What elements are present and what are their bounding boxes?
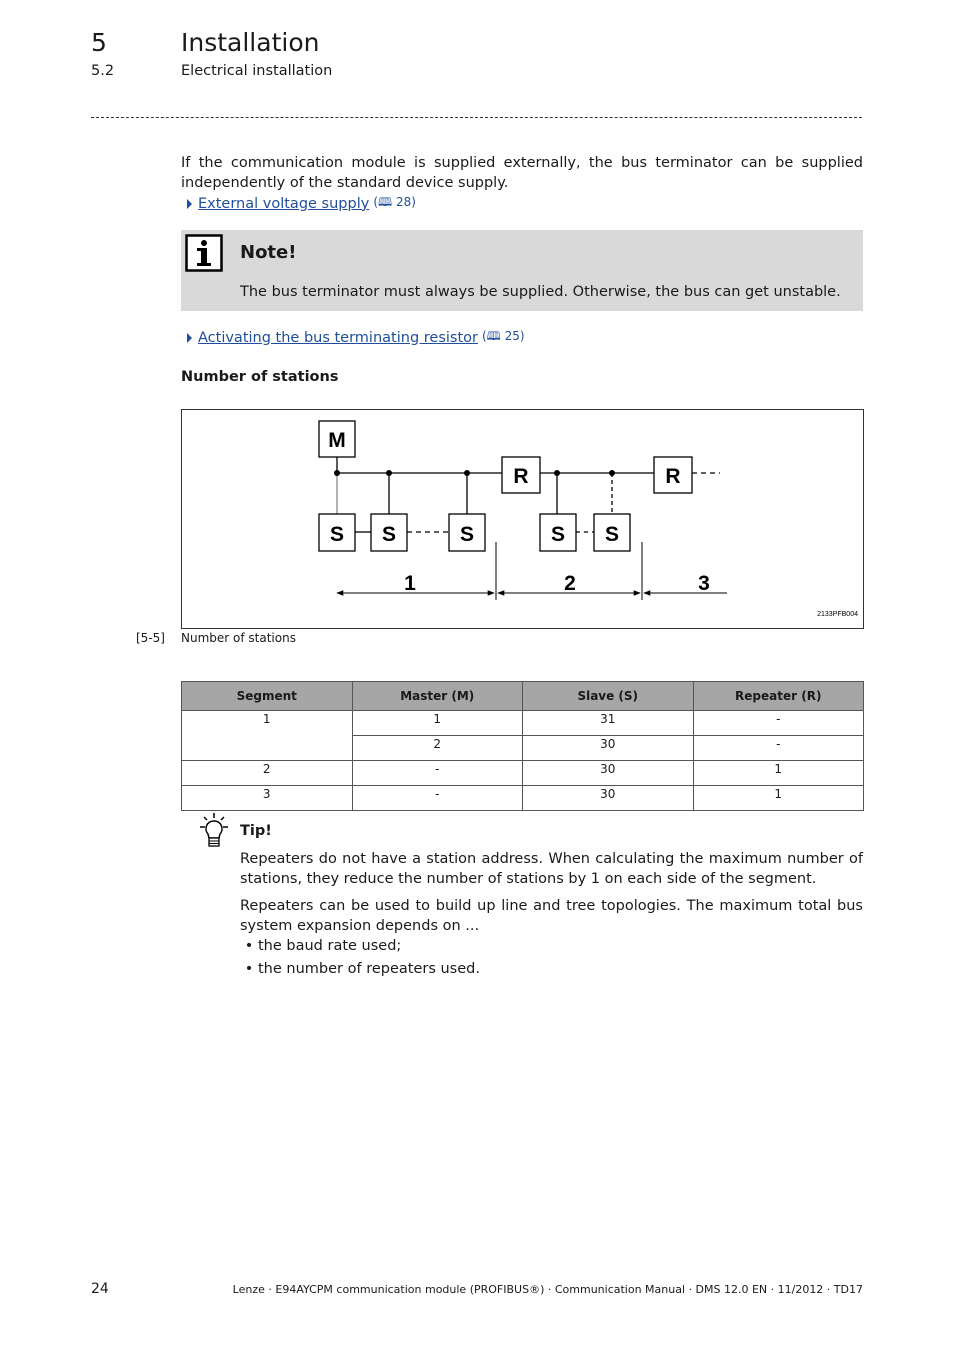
tip-title: Tip! — [240, 823, 272, 839]
segment-3-label: 3 — [698, 572, 710, 595]
list-item-text: the number of repeaters used. — [258, 961, 480, 977]
stations-table — [181, 681, 864, 811]
table-header-row — [182, 682, 864, 711]
slave-label: S — [329, 523, 345, 546]
slave-label: S — [604, 523, 620, 546]
chapter-number: 5 — [91, 28, 107, 57]
stations-figure — [181, 409, 864, 629]
stations-heading: Number of stations — [181, 369, 339, 385]
figure-caption-text: Number of stations — [181, 631, 296, 645]
footer-text: Lenze · E94AYCPM communication module (PROFIBUS®) · Communication Manual · DMS 12.0 EN · 11/2012 · TD17 — [232, 1283, 863, 1296]
list-item — [240, 961, 480, 977]
table-row — [182, 786, 864, 811]
column-header: Master (M) — [352, 682, 523, 711]
slave-label: S — [459, 523, 475, 546]
table-cell: 30 — [523, 761, 694, 786]
info-icon — [185, 234, 223, 272]
terminating-resistor-link-row — [187, 327, 525, 348]
bullet-icon: • — [244, 938, 254, 954]
table-cell: - — [352, 761, 523, 786]
column-header: Slave (S) — [523, 682, 694, 711]
segment-2-label: 2 — [564, 572, 576, 595]
figure-caption-number: [5-5] — [136, 631, 165, 645]
section-title: Electrical installation — [181, 63, 333, 79]
table-cell — [182, 736, 353, 761]
intro-paragraph: If the communication module is supplied externally, the bus terminator can be supplied independently of the standard device supply. — [181, 155, 863, 191]
tip-paragraph: Repeaters can be used to build up line and tree topologies. The maximum total bus system expansion depends on ... — [240, 898, 863, 934]
table-row — [182, 736, 864, 761]
stations-diagram — [182, 410, 863, 628]
page-number: 24 — [91, 1281, 109, 1297]
segment-1-label: 1 — [404, 572, 416, 595]
section-number: 5.2 — [91, 63, 115, 79]
list-item-text: the baud rate used; — [258, 938, 402, 954]
slave-label: S — [550, 523, 566, 546]
repeater-label: R — [513, 465, 529, 488]
master-label: M — [328, 429, 346, 452]
list-item — [240, 938, 401, 954]
table-cell: - — [352, 786, 523, 811]
chapter-title: Installation — [181, 28, 320, 57]
header-divider — [91, 117, 862, 118]
table-cell: - — [693, 736, 864, 761]
table-row — [182, 711, 864, 736]
figure-code: 2133PFB004 — [817, 611, 858, 618]
table-cell: 2 — [352, 736, 523, 761]
page-ref[interactable]: (🕮 25) — [481, 329, 525, 343]
terminating-resistor-link[interactable]: Activating the bus terminating resistor — [198, 329, 478, 346]
table-cell: 1 — [693, 761, 864, 786]
repeater-label: R — [665, 465, 681, 488]
table-cell: 31 — [523, 711, 694, 736]
table-cell: 2 — [182, 761, 353, 786]
table-cell: 3 — [182, 786, 353, 811]
column-header: Segment — [182, 682, 353, 711]
note-box — [181, 230, 863, 311]
table-cell: - — [693, 711, 864, 736]
link-arrow-icon — [187, 199, 192, 209]
external-voltage-link-row — [187, 193, 416, 214]
column-header: Repeater (R) — [693, 682, 864, 711]
table-cell: 1 — [693, 786, 864, 811]
page-ref[interactable]: (🕮 28) — [373, 195, 416, 209]
external-voltage-link[interactable]: External voltage supply — [198, 195, 370, 212]
lightbulb-icon — [196, 812, 232, 848]
table-row — [182, 761, 864, 786]
slave-label: S — [381, 523, 397, 546]
link-arrow-icon — [187, 333, 192, 343]
table-cell: 30 — [523, 786, 694, 811]
table-cell: 30 — [523, 736, 694, 761]
note-title: Note! — [240, 242, 297, 263]
table-cell: 1 — [352, 711, 523, 736]
bullet-icon: • — [244, 961, 254, 977]
table-cell: 1 — [182, 711, 353, 736]
note-text: The bus terminator must always be supplied. Otherwise, the bus can get unstable. — [240, 284, 841, 300]
tip-paragraph: Repeaters do not have a station address. When calculating the maximum number of stations, they reduce the number of stations by 1 on each side of the segment. — [240, 851, 863, 887]
